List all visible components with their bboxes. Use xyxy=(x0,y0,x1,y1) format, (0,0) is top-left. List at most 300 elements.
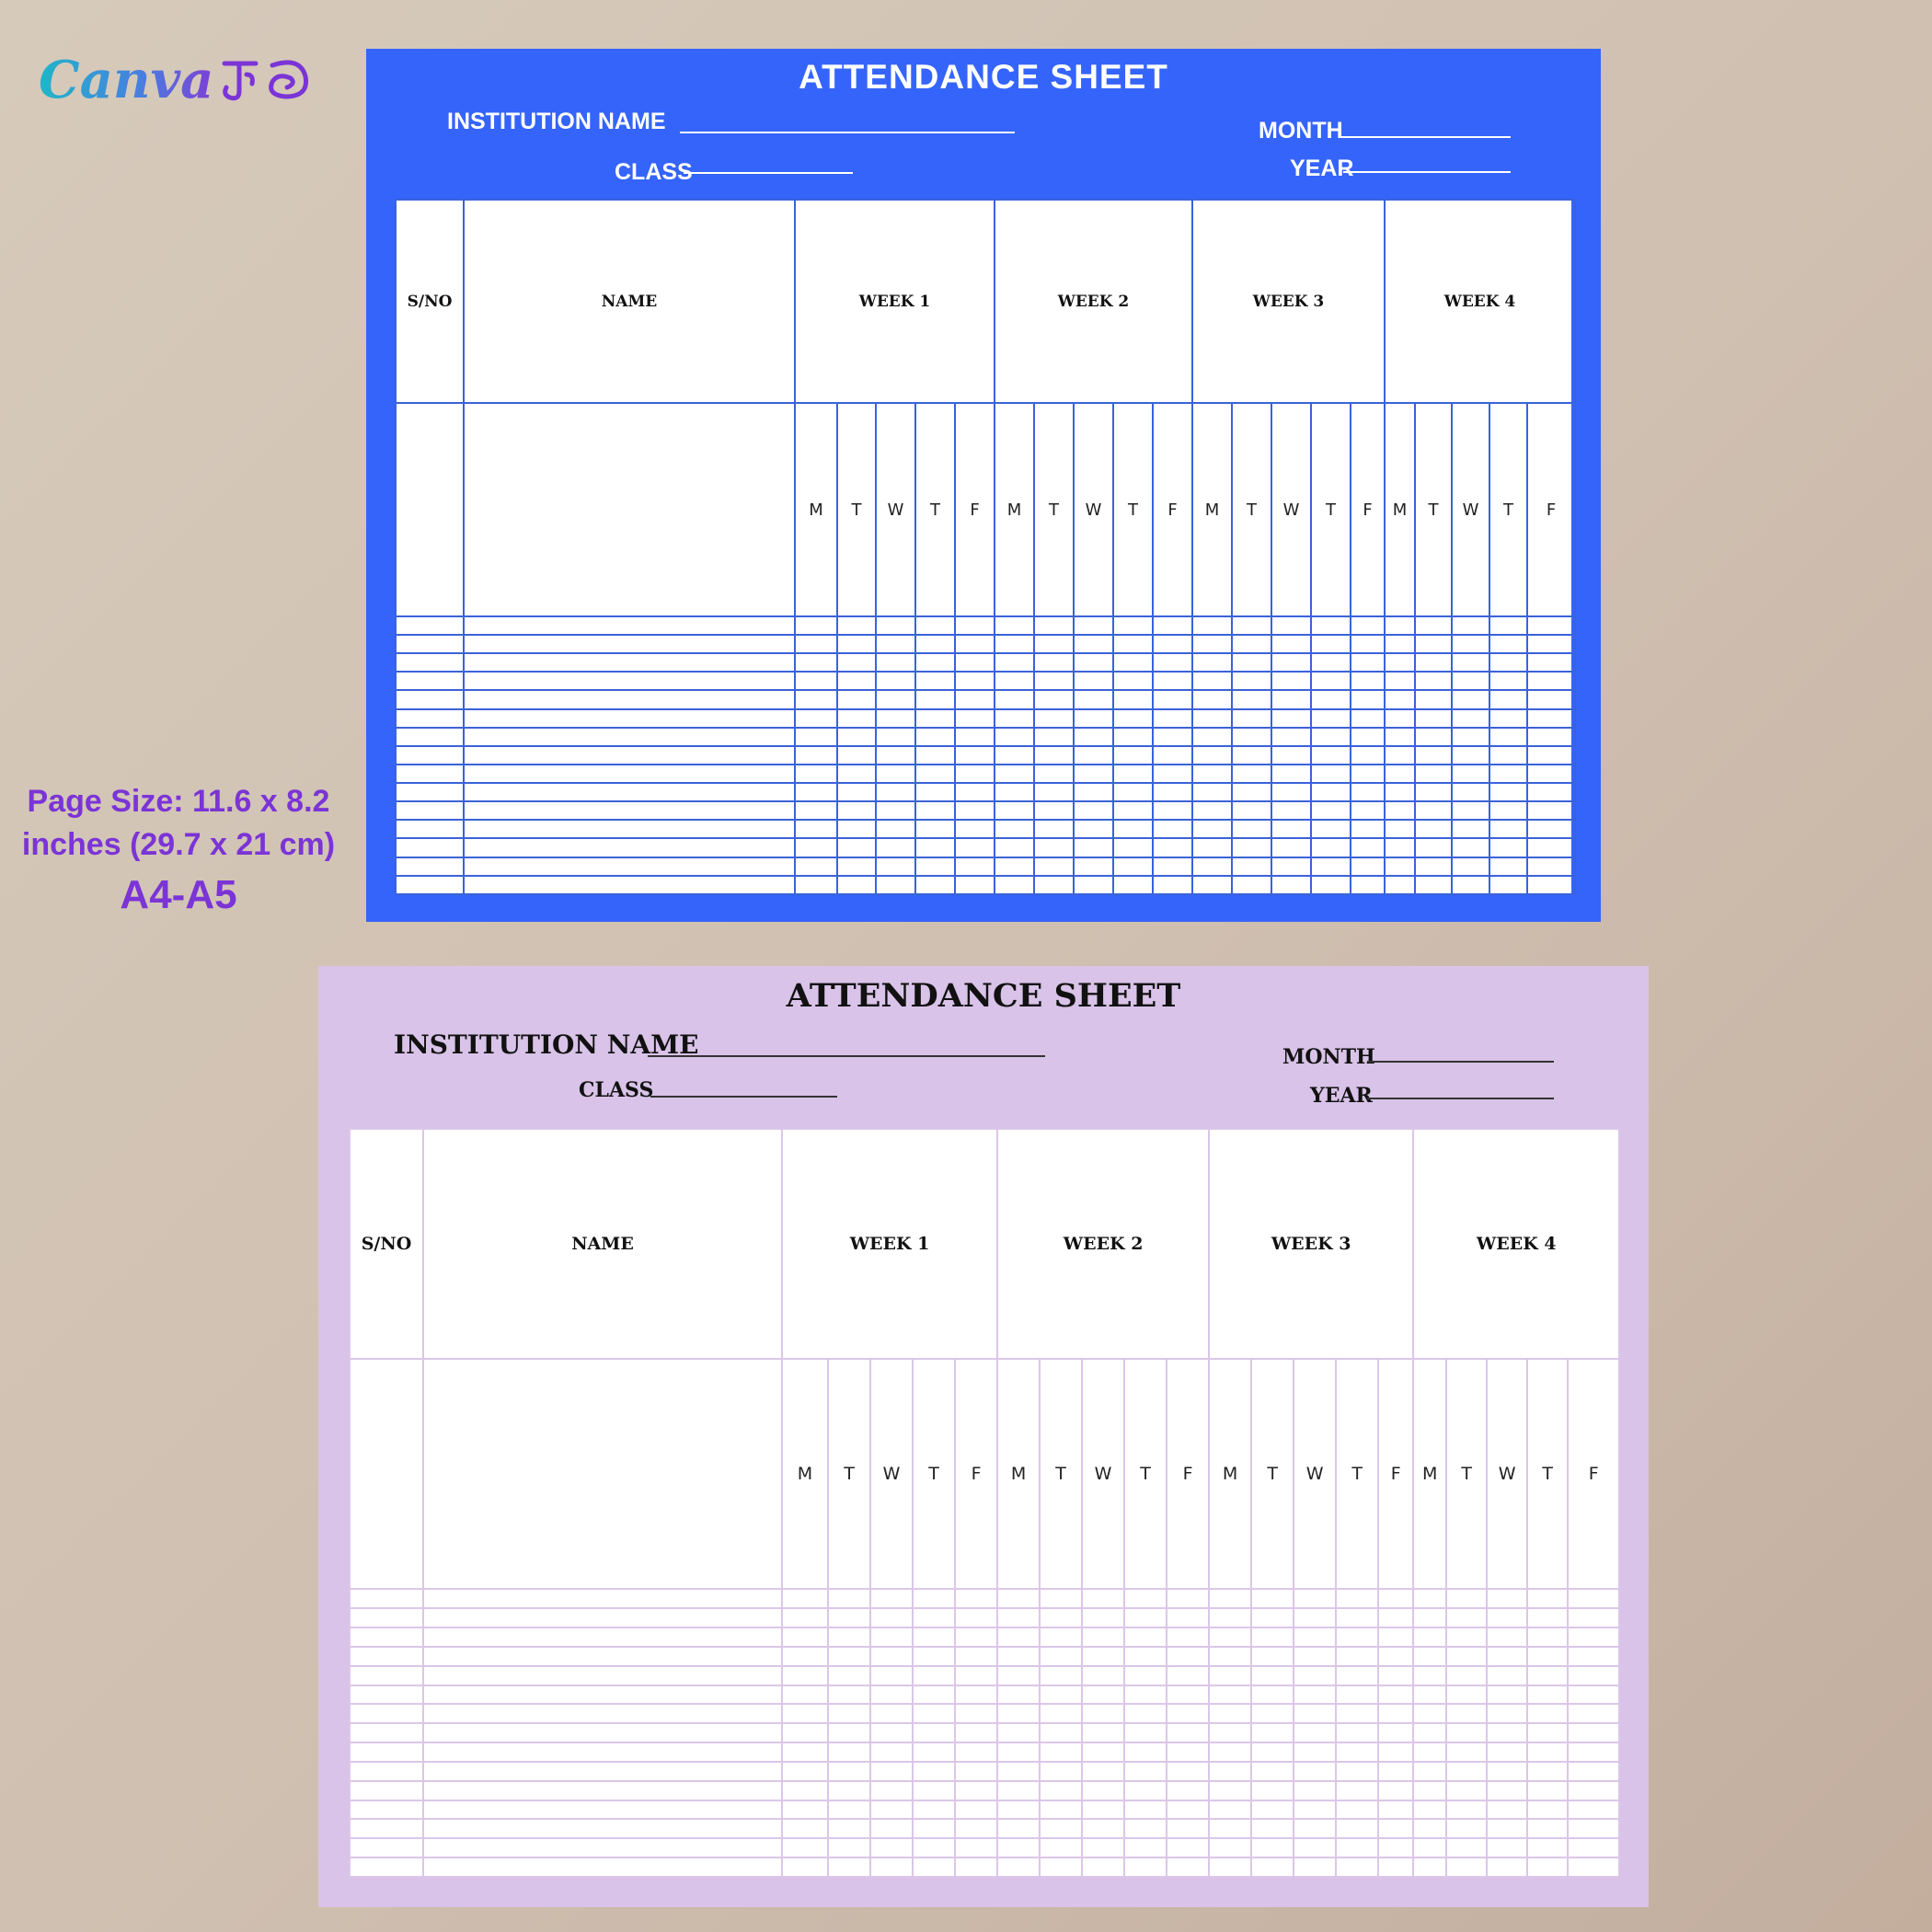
attendance-cell[interactable] xyxy=(1452,746,1489,765)
name-cell[interactable] xyxy=(423,1838,782,1857)
attendance-cell[interactable] xyxy=(1452,635,1489,653)
attendance-cell[interactable] xyxy=(1040,1608,1082,1627)
attendance-cell[interactable] xyxy=(870,1647,913,1666)
attendance-cell[interactable] xyxy=(1232,690,1271,708)
name-cell[interactable] xyxy=(464,857,795,876)
attendance-cell[interactable] xyxy=(1192,653,1232,672)
attendance-cell[interactable] xyxy=(1167,1857,1209,1877)
attendance-cell[interactable] xyxy=(1271,801,1311,820)
attendance-cell[interactable] xyxy=(1452,653,1489,672)
attendance-cell[interactable] xyxy=(1251,1838,1294,1857)
attendance-cell[interactable] xyxy=(876,838,915,857)
name-cell[interactable] xyxy=(464,616,795,635)
attendance-cell[interactable] xyxy=(1489,820,1527,838)
sno-cell[interactable] xyxy=(396,783,464,801)
name-cell[interactable] xyxy=(464,690,795,708)
attendance-cell[interactable] xyxy=(1378,1647,1413,1666)
attendance-cell[interactable] xyxy=(1251,1627,1294,1647)
attendance-cell[interactable] xyxy=(1232,635,1271,653)
attendance-cell[interactable] xyxy=(955,1723,997,1742)
attendance-cell[interactable] xyxy=(1167,1647,1209,1666)
attendance-cell[interactable] xyxy=(913,1647,955,1666)
attendance-cell[interactable] xyxy=(1351,783,1385,801)
attendance-cell[interactable] xyxy=(1209,1742,1251,1762)
attendance-cell[interactable] xyxy=(1527,1647,1568,1666)
attendance-cell[interactable] xyxy=(1124,1800,1167,1820)
attendance-cell[interactable] xyxy=(1074,690,1113,708)
attendance-cell[interactable] xyxy=(995,690,1034,708)
attendance-cell[interactable] xyxy=(1192,838,1232,857)
attendance-cell[interactable] xyxy=(913,1723,955,1742)
attendance-cell[interactable] xyxy=(1385,690,1415,708)
class-line[interactable] xyxy=(650,1096,837,1098)
attendance-cell[interactable] xyxy=(955,1685,997,1705)
attendance-cell[interactable] xyxy=(828,1762,870,1781)
attendance-cell[interactable] xyxy=(1113,616,1153,635)
attendance-cell[interactable] xyxy=(1446,1781,1487,1800)
attendance-cell[interactable] xyxy=(1527,746,1575,765)
attendance-cell[interactable] xyxy=(955,820,995,838)
attendance-cell[interactable] xyxy=(1527,1781,1568,1800)
attendance-cell[interactable] xyxy=(1192,783,1232,801)
attendance-cell[interactable] xyxy=(1209,1627,1251,1647)
attendance-cell[interactable] xyxy=(1232,765,1271,783)
attendance-cell[interactable] xyxy=(1192,728,1232,746)
attendance-cell[interactable] xyxy=(1415,616,1452,635)
attendance-cell[interactable] xyxy=(1294,1666,1336,1685)
attendance-cell[interactable] xyxy=(1113,801,1153,820)
attendance-cell[interactable] xyxy=(1074,635,1113,653)
attendance-cell[interactable] xyxy=(1311,690,1351,708)
attendance-cell[interactable] xyxy=(1385,653,1415,672)
attendance-cell[interactable] xyxy=(1192,765,1232,783)
attendance-cell[interactable] xyxy=(1153,653,1192,672)
attendance-cell[interactable] xyxy=(1311,820,1351,838)
attendance-cell[interactable] xyxy=(1124,1647,1167,1666)
attendance-cell[interactable] xyxy=(1568,1608,1619,1627)
attendance-cell[interactable] xyxy=(1209,1762,1251,1781)
attendance-cell[interactable] xyxy=(955,672,995,690)
attendance-cell[interactable] xyxy=(837,820,876,838)
attendance-cell[interactable] xyxy=(1153,876,1192,894)
attendance-cell[interactable] xyxy=(1489,801,1527,820)
attendance-cell[interactable] xyxy=(870,1704,913,1723)
attendance-cell[interactable] xyxy=(870,1666,913,1685)
attendance-cell[interactable] xyxy=(1209,1819,1251,1838)
attendance-cell[interactable] xyxy=(997,1627,1040,1647)
sno-cell[interactable] xyxy=(396,616,464,635)
attendance-cell[interactable] xyxy=(1113,690,1153,708)
attendance-cell[interactable] xyxy=(837,876,876,894)
attendance-cell[interactable] xyxy=(1251,1666,1294,1685)
attendance-cell[interactable] xyxy=(1153,857,1192,876)
attendance-cell[interactable] xyxy=(828,1589,870,1608)
attendance-cell[interactable] xyxy=(1124,1838,1167,1857)
attendance-cell[interactable] xyxy=(1452,690,1489,708)
attendance-cell[interactable] xyxy=(837,838,876,857)
name-cell[interactable] xyxy=(464,635,795,653)
attendance-cell[interactable] xyxy=(870,1589,913,1608)
attendance-cell[interactable] xyxy=(995,783,1034,801)
attendance-cell[interactable] xyxy=(995,765,1034,783)
attendance-cell[interactable] xyxy=(1446,1589,1487,1608)
attendance-cell[interactable] xyxy=(1351,653,1385,672)
attendance-cell[interactable] xyxy=(1113,746,1153,765)
attendance-cell[interactable] xyxy=(1568,1589,1619,1608)
name-cell[interactable] xyxy=(464,672,795,690)
attendance-cell[interactable] xyxy=(795,616,837,635)
year-line[interactable] xyxy=(1367,1098,1554,1099)
attendance-cell[interactable] xyxy=(1378,1685,1413,1705)
sno-cell[interactable] xyxy=(396,820,464,838)
attendance-cell[interactable] xyxy=(955,1589,997,1608)
attendance-cell[interactable] xyxy=(1446,1838,1487,1857)
attendance-cell[interactable] xyxy=(1192,616,1232,635)
attendance-cell[interactable] xyxy=(1124,1627,1167,1647)
attendance-cell[interactable] xyxy=(1568,1704,1619,1723)
attendance-cell[interactable] xyxy=(1113,820,1153,838)
attendance-cell[interactable] xyxy=(913,1742,955,1762)
attendance-cell[interactable] xyxy=(1192,857,1232,876)
name-cell[interactable] xyxy=(464,820,795,838)
attendance-cell[interactable] xyxy=(1385,616,1415,635)
attendance-cell[interactable] xyxy=(915,709,955,728)
attendance-cell[interactable] xyxy=(1336,1647,1378,1666)
attendance-cell[interactable] xyxy=(1446,1857,1487,1877)
attendance-cell[interactable] xyxy=(1527,616,1575,635)
attendance-cell[interactable] xyxy=(876,653,915,672)
attendance-cell[interactable] xyxy=(1568,1647,1619,1666)
attendance-cell[interactable] xyxy=(1167,1800,1209,1820)
sno-cell[interactable] xyxy=(350,1723,423,1742)
attendance-cell[interactable] xyxy=(1487,1857,1527,1877)
attendance-cell[interactable] xyxy=(1413,1608,1446,1627)
name-cell[interactable] xyxy=(423,1647,782,1666)
attendance-cell[interactable] xyxy=(1489,635,1527,653)
attendance-cell[interactable] xyxy=(1489,709,1527,728)
attendance-cell[interactable] xyxy=(828,1819,870,1838)
attendance-cell[interactable] xyxy=(995,728,1034,746)
attendance-cell[interactable] xyxy=(1192,746,1232,765)
attendance-cell[interactable] xyxy=(1311,857,1351,876)
attendance-cell[interactable] xyxy=(1251,1819,1294,1838)
attendance-cell[interactable] xyxy=(795,672,837,690)
attendance-cell[interactable] xyxy=(1487,1800,1527,1820)
attendance-cell[interactable] xyxy=(1167,1589,1209,1608)
attendance-cell[interactable] xyxy=(1527,801,1575,820)
sno-cell[interactable] xyxy=(350,1781,423,1800)
attendance-cell[interactable] xyxy=(997,1723,1040,1742)
attendance-cell[interactable] xyxy=(1527,1685,1568,1705)
attendance-cell[interactable] xyxy=(828,1723,870,1742)
attendance-cell[interactable] xyxy=(955,616,995,635)
attendance-cell[interactable] xyxy=(1271,635,1311,653)
attendance-cell[interactable] xyxy=(1487,1781,1527,1800)
attendance-cell[interactable] xyxy=(1232,653,1271,672)
sno-cell[interactable] xyxy=(396,838,464,857)
attendance-cell[interactable] xyxy=(1074,820,1113,838)
attendance-cell[interactable] xyxy=(915,690,955,708)
attendance-cell[interactable] xyxy=(997,1819,1040,1838)
attendance-cell[interactable] xyxy=(1527,857,1575,876)
attendance-cell[interactable] xyxy=(955,653,995,672)
attendance-cell[interactable] xyxy=(1311,728,1351,746)
attendance-cell[interactable] xyxy=(1452,765,1489,783)
attendance-cell[interactable] xyxy=(782,1723,828,1742)
attendance-cell[interactable] xyxy=(828,1608,870,1627)
attendance-cell[interactable] xyxy=(1034,801,1074,820)
attendance-cell[interactable] xyxy=(1271,746,1311,765)
attendance-cell[interactable] xyxy=(876,690,915,708)
attendance-cell[interactable] xyxy=(1124,1762,1167,1781)
attendance-cell[interactable] xyxy=(997,1704,1040,1723)
attendance-cell[interactable] xyxy=(1294,1723,1336,1742)
attendance-cell[interactable] xyxy=(1294,1819,1336,1838)
name-cell[interactable] xyxy=(464,838,795,857)
sno-cell[interactable] xyxy=(396,746,464,765)
attendance-cell[interactable] xyxy=(876,709,915,728)
attendance-cell[interactable] xyxy=(828,1781,870,1800)
attendance-cell[interactable] xyxy=(1251,1800,1294,1820)
attendance-cell[interactable] xyxy=(1415,690,1452,708)
name-cell[interactable] xyxy=(423,1627,782,1647)
attendance-cell[interactable] xyxy=(1251,1857,1294,1877)
attendance-cell[interactable] xyxy=(1568,1742,1619,1762)
attendance-cell[interactable] xyxy=(1074,709,1113,728)
attendance-cell[interactable] xyxy=(1487,1704,1527,1723)
attendance-cell[interactable] xyxy=(876,876,915,894)
attendance-cell[interactable] xyxy=(1351,801,1385,820)
attendance-cell[interactable] xyxy=(1153,635,1192,653)
attendance-cell[interactable] xyxy=(876,783,915,801)
attendance-cell[interactable] xyxy=(837,783,876,801)
attendance-cell[interactable] xyxy=(1452,838,1489,857)
attendance-cell[interactable] xyxy=(1074,616,1113,635)
attendance-cell[interactable] xyxy=(1209,1685,1251,1705)
attendance-cell[interactable] xyxy=(1487,1647,1527,1666)
attendance-cell[interactable] xyxy=(837,635,876,653)
attendance-cell[interactable] xyxy=(1034,690,1074,708)
attendance-cell[interactable] xyxy=(1446,1723,1487,1742)
attendance-cell[interactable] xyxy=(1378,1723,1413,1742)
attendance-cell[interactable] xyxy=(1232,820,1271,838)
name-cell[interactable] xyxy=(464,746,795,765)
attendance-cell[interactable] xyxy=(828,1857,870,1877)
name-cell[interactable] xyxy=(423,1857,782,1877)
attendance-cell[interactable] xyxy=(837,801,876,820)
attendance-cell[interactable] xyxy=(1527,728,1575,746)
attendance-cell[interactable] xyxy=(1040,1685,1082,1705)
attendance-cell[interactable] xyxy=(1446,1685,1487,1705)
attendance-cell[interactable] xyxy=(870,1742,913,1762)
attendance-cell[interactable] xyxy=(1192,709,1232,728)
attendance-cell[interactable] xyxy=(1192,690,1232,708)
sno-cell[interactable] xyxy=(396,876,464,894)
attendance-cell[interactable] xyxy=(913,1589,955,1608)
name-cell[interactable] xyxy=(423,1589,782,1608)
attendance-cell[interactable] xyxy=(1232,783,1271,801)
attendance-cell[interactable] xyxy=(1232,857,1271,876)
attendance-cell[interactable] xyxy=(1452,728,1489,746)
attendance-cell[interactable] xyxy=(782,1647,828,1666)
sno-cell[interactable] xyxy=(350,1359,423,1589)
attendance-cell[interactable] xyxy=(1385,857,1415,876)
attendance-cell[interactable] xyxy=(1034,876,1074,894)
attendance-cell[interactable] xyxy=(1336,1685,1378,1705)
sno-cell[interactable] xyxy=(396,690,464,708)
attendance-cell[interactable] xyxy=(837,709,876,728)
attendance-cell[interactable] xyxy=(955,1838,997,1857)
institution-name-line[interactable] xyxy=(680,132,1015,133)
attendance-cell[interactable] xyxy=(1336,1819,1378,1838)
attendance-cell[interactable] xyxy=(1040,1723,1082,1742)
attendance-cell[interactable] xyxy=(1527,672,1575,690)
sno-cell[interactable] xyxy=(350,1685,423,1705)
institution-name-line[interactable] xyxy=(648,1055,1045,1057)
attendance-cell[interactable] xyxy=(955,1627,997,1647)
attendance-cell[interactable] xyxy=(1351,876,1385,894)
attendance-cell[interactable] xyxy=(1527,1800,1568,1820)
attendance-cell[interactable] xyxy=(995,801,1034,820)
attendance-cell[interactable] xyxy=(795,690,837,708)
attendance-cell[interactable] xyxy=(1209,1704,1251,1723)
attendance-cell[interactable] xyxy=(955,783,995,801)
attendance-cell[interactable] xyxy=(995,820,1034,838)
attendance-cell[interactable] xyxy=(955,857,995,876)
attendance-cell[interactable] xyxy=(1153,801,1192,820)
attendance-cell[interactable] xyxy=(997,1685,1040,1705)
name-cell[interactable] xyxy=(423,1666,782,1685)
attendance-cell[interactable] xyxy=(1446,1627,1487,1647)
attendance-cell[interactable] xyxy=(1040,1838,1082,1857)
attendance-cell[interactable] xyxy=(995,876,1034,894)
attendance-cell[interactable] xyxy=(1413,1627,1446,1647)
attendance-cell[interactable] xyxy=(1153,672,1192,690)
attendance-cell[interactable] xyxy=(1153,765,1192,783)
attendance-cell[interactable] xyxy=(782,1742,828,1762)
attendance-cell[interactable] xyxy=(1452,876,1489,894)
attendance-cell[interactable] xyxy=(1082,1608,1124,1627)
attendance-cell[interactable] xyxy=(1568,1762,1619,1781)
attendance-cell[interactable] xyxy=(1351,765,1385,783)
attendance-cell[interactable] xyxy=(1311,765,1351,783)
attendance-cell[interactable] xyxy=(1034,838,1074,857)
attendance-cell[interactable] xyxy=(1413,1800,1446,1820)
attendance-cell[interactable] xyxy=(1336,1666,1378,1685)
attendance-cell[interactable] xyxy=(1311,876,1351,894)
attendance-cell[interactable] xyxy=(955,1800,997,1820)
attendance-cell[interactable] xyxy=(782,1800,828,1820)
attendance-cell[interactable] xyxy=(870,1723,913,1742)
attendance-cell[interactable] xyxy=(795,635,837,653)
attendance-cell[interactable] xyxy=(1568,1838,1619,1857)
attendance-cell[interactable] xyxy=(870,1762,913,1781)
attendance-cell[interactable] xyxy=(1124,1819,1167,1838)
attendance-cell[interactable] xyxy=(1446,1608,1487,1627)
attendance-cell[interactable] xyxy=(913,1781,955,1800)
attendance-cell[interactable] xyxy=(1527,876,1575,894)
attendance-cell[interactable] xyxy=(1336,1704,1378,1723)
attendance-cell[interactable] xyxy=(1311,653,1351,672)
attendance-cell[interactable] xyxy=(1385,783,1415,801)
attendance-cell[interactable] xyxy=(795,820,837,838)
attendance-cell[interactable] xyxy=(1113,783,1153,801)
attendance-cell[interactable] xyxy=(1413,1819,1446,1838)
attendance-cell[interactable] xyxy=(913,1819,955,1838)
sno-cell[interactable] xyxy=(396,765,464,783)
attendance-cell[interactable] xyxy=(1294,1742,1336,1762)
name-cell[interactable] xyxy=(423,1704,782,1723)
attendance-cell[interactable] xyxy=(913,1666,955,1685)
attendance-cell[interactable] xyxy=(1251,1589,1294,1608)
attendance-cell[interactable] xyxy=(1415,765,1452,783)
attendance-cell[interactable] xyxy=(1124,1608,1167,1627)
attendance-cell[interactable] xyxy=(795,801,837,820)
attendance-cell[interactable] xyxy=(1294,1800,1336,1820)
attendance-cell[interactable] xyxy=(1209,1723,1251,1742)
attendance-cell[interactable] xyxy=(1487,1742,1527,1762)
attendance-cell[interactable] xyxy=(1527,1819,1568,1838)
attendance-cell[interactable] xyxy=(1124,1589,1167,1608)
attendance-cell[interactable] xyxy=(1082,1819,1124,1838)
name-cell[interactable] xyxy=(423,1819,782,1838)
attendance-cell[interactable] xyxy=(1251,1723,1294,1742)
attendance-cell[interactable] xyxy=(1311,746,1351,765)
attendance-cell[interactable] xyxy=(1271,857,1311,876)
attendance-cell[interactable] xyxy=(782,1704,828,1723)
attendance-cell[interactable] xyxy=(1040,1627,1082,1647)
attendance-cell[interactable] xyxy=(1489,857,1527,876)
attendance-cell[interactable] xyxy=(1251,1742,1294,1762)
attendance-cell[interactable] xyxy=(1568,1800,1619,1820)
attendance-cell[interactable] xyxy=(1082,1742,1124,1762)
attendance-cell[interactable] xyxy=(1082,1647,1124,1666)
attendance-cell[interactable] xyxy=(1415,783,1452,801)
sno-cell[interactable] xyxy=(350,1589,423,1608)
sno-cell[interactable] xyxy=(350,1819,423,1838)
attendance-cell[interactable] xyxy=(1040,1666,1082,1685)
attendance-cell[interactable] xyxy=(1074,801,1113,820)
attendance-cell[interactable] xyxy=(1415,820,1452,838)
attendance-cell[interactable] xyxy=(915,820,955,838)
attendance-cell[interactable] xyxy=(876,857,915,876)
attendance-cell[interactable] xyxy=(1415,876,1452,894)
attendance-cell[interactable] xyxy=(1251,1704,1294,1723)
sno-cell[interactable] xyxy=(396,728,464,746)
attendance-cell[interactable] xyxy=(1113,635,1153,653)
attendance-cell[interactable] xyxy=(997,1800,1040,1820)
sno-cell[interactable] xyxy=(396,403,464,616)
attendance-cell[interactable] xyxy=(876,728,915,746)
sno-cell[interactable] xyxy=(350,1800,423,1820)
attendance-cell[interactable] xyxy=(1527,765,1575,783)
attendance-cell[interactable] xyxy=(1040,1742,1082,1762)
attendance-cell[interactable] xyxy=(1385,820,1415,838)
attendance-cell[interactable] xyxy=(1251,1647,1294,1666)
sno-cell[interactable] xyxy=(396,635,464,653)
attendance-cell[interactable] xyxy=(1351,820,1385,838)
attendance-cell[interactable] xyxy=(1113,838,1153,857)
attendance-cell[interactable] xyxy=(915,616,955,635)
attendance-cell[interactable] xyxy=(1527,1838,1568,1857)
attendance-cell[interactable] xyxy=(1413,1685,1446,1705)
attendance-cell[interactable] xyxy=(1232,801,1271,820)
attendance-cell[interactable] xyxy=(913,1857,955,1877)
attendance-cell[interactable] xyxy=(1452,801,1489,820)
attendance-cell[interactable] xyxy=(1074,746,1113,765)
attendance-cell[interactable] xyxy=(1271,783,1311,801)
attendance-cell[interactable] xyxy=(1527,820,1575,838)
